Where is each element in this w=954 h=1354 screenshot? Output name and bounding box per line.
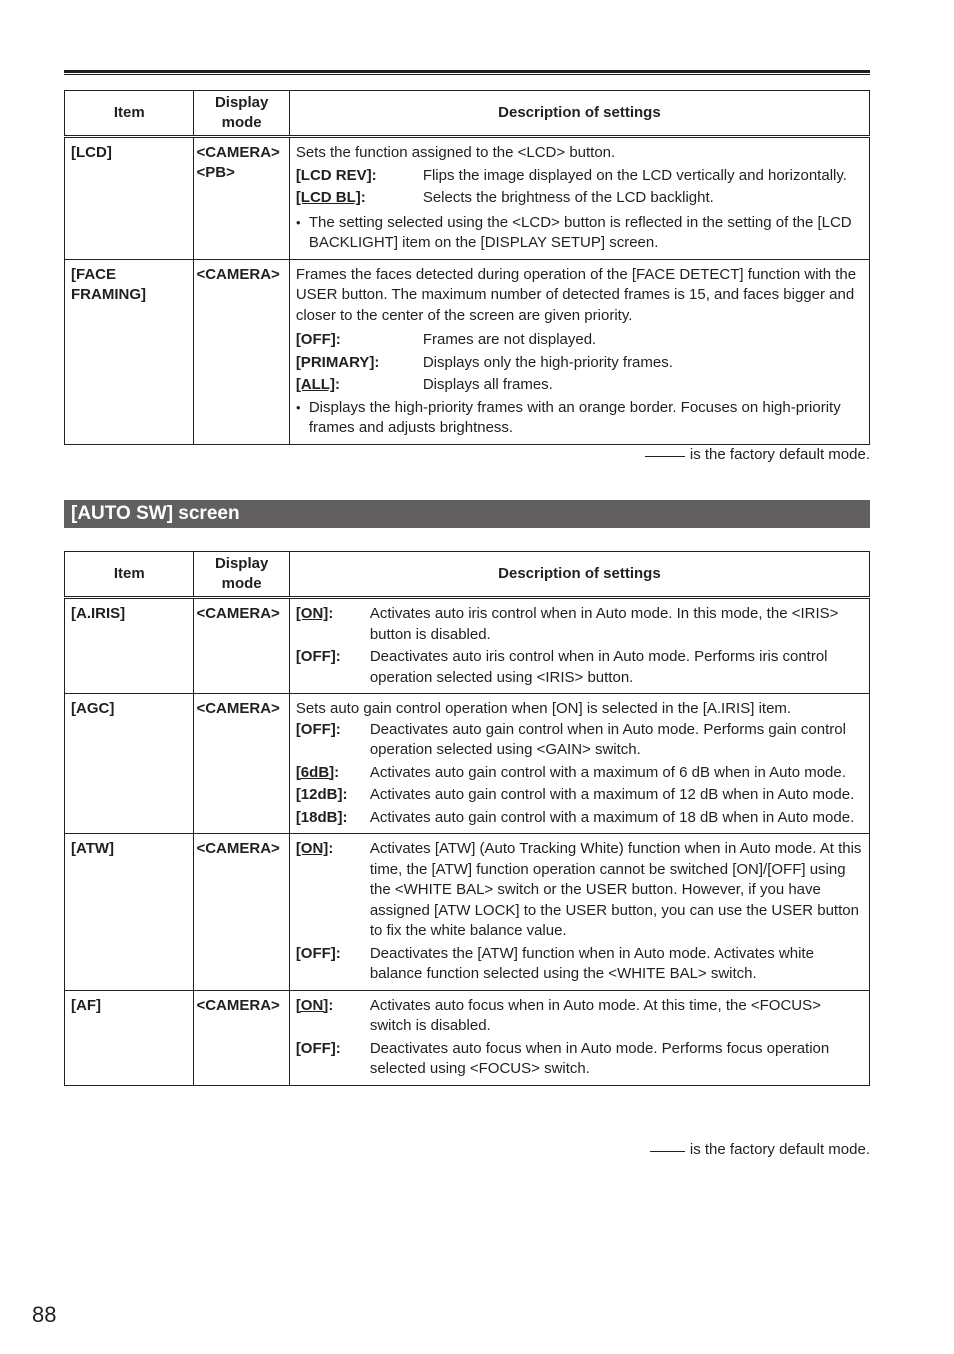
mode-label: <CAMERA> — [196, 265, 280, 283]
underline-sample — [645, 456, 685, 457]
option-key-default: [ON]: — [295, 605, 334, 622]
bullet-note — [296, 213, 863, 254]
option-row — [296, 188, 863, 209]
item-cell: [ATW] — [65, 834, 194, 991]
mode-cell: <CAMERA> — [194, 990, 289, 1085]
option-row — [296, 944, 863, 985]
option-row — [296, 647, 863, 688]
settings-table-auto-sw — [64, 551, 870, 1086]
description-intro: Sets auto gain control operation when [ON] is selected in the [A.IRIS] item. — [295, 700, 792, 717]
table-row-agc — [65, 694, 870, 834]
mode-label: <CAMERA> — [196, 144, 280, 161]
option-text: Activates auto gain control with a maximum of 12 dB when in Auto mode. — [369, 786, 855, 803]
option-key-default: [6dB]: — [295, 763, 340, 781]
option-key: [OFF]: — [295, 1039, 341, 1057]
item-cell: [AGC] — [65, 694, 194, 834]
option-row — [296, 375, 863, 396]
option-key: [18dB]: — [295, 808, 348, 826]
option-row — [296, 839, 863, 942]
description-cell — [289, 259, 869, 444]
option-key: [PRIMARY]: — [295, 353, 380, 371]
option-key: [OFF]: — [295, 331, 341, 348]
option-key: [OFF]: — [295, 648, 341, 665]
option-key: [OFF]: — [295, 944, 341, 962]
underline-sample — [650, 1151, 685, 1152]
option-key: [12dB]: — [295, 786, 348, 803]
option-row — [296, 166, 863, 187]
mode-cell — [194, 137, 289, 260]
item-cell: [AF] — [65, 990, 194, 1085]
option-row — [296, 353, 863, 374]
item-cell: [FACE FRAMING] — [65, 259, 194, 444]
header-description: Description of settings — [289, 91, 869, 137]
table-header-row — [65, 91, 870, 137]
description-intro: Frames the faces detected during operation of the [FACE DETECT] function with the USER button. The maximum number of detected frames is 15, and faces bigger and closer to the center of the screen are given priority. — [295, 265, 857, 324]
description-cell — [289, 598, 869, 694]
option-row — [296, 996, 863, 1037]
option-text: Deactivates auto gain control when in Auto mode. Performs gain control operation selected using <GAIN> switch. — [369, 720, 846, 758]
option-text: Flips the image displayed on the LCD vertically and horizontally. — [422, 166, 847, 184]
option-text: Selects the brightness of the LCD backlight. — [422, 189, 714, 206]
option-row — [296, 720, 863, 761]
table-row-atw — [65, 834, 870, 991]
option-row — [296, 1039, 863, 1080]
bullet-icon: ● — [295, 402, 301, 412]
table-row-lcd — [65, 137, 870, 260]
item-cell: [A.IRIS] — [65, 598, 194, 694]
option-text: Activates [ATW] (Auto Tracking White) function when in Auto mode. At this time, the [ATW] function operation cannot be switched [ON]/[OFF] using the <WHITE BAL> switch or the USER button. However, if you have assigned [ATW LOCK] to the USER button, you can use the USER button to fix the white balance value. — [369, 840, 862, 939]
header-item: Item — [65, 91, 194, 137]
bullet-text: The setting selected using the <LCD> button is reflected in the setting of the [LCD BACKLIGHT] item on the [DISPLAY SETUP] screen. — [308, 213, 852, 251]
mode-cell — [194, 259, 289, 444]
item-cell: [LCD] — [65, 137, 194, 260]
option-row — [296, 763, 863, 784]
option-text: Displays all frames. — [422, 376, 553, 393]
option-row — [296, 604, 863, 645]
option-row — [296, 808, 863, 829]
option-key-default: [ALL]: — [295, 376, 340, 393]
table-header-row — [65, 552, 870, 598]
page-number: 88 — [32, 1302, 57, 1327]
option-row — [296, 330, 863, 351]
mode-cell: <CAMERA> — [194, 834, 289, 991]
option-key-default: [ON]: — [295, 996, 334, 1014]
option-text: Frames are not displayed. — [422, 331, 597, 348]
header-display-mode: Display mode — [194, 91, 289, 137]
factory-default-note: is the factory default mode. — [645, 446, 870, 463]
description-cell — [289, 834, 869, 991]
bullet-text: Displays the high-priority frames with an orange border. Focuses on high-priority frames and adjusts brightness. — [308, 398, 841, 436]
bullet-icon: ● — [295, 217, 301, 227]
description-intro: Sets the function assigned to the <LCD> button. — [295, 144, 616, 161]
option-key-default: [ON]: — [295, 840, 334, 857]
option-key: [LCD REV]: — [295, 166, 377, 184]
option-text: Displays only the high-priority frames. — [422, 353, 673, 371]
header-description: Description of settings — [289, 552, 869, 598]
mode-cell: <CAMERA> — [194, 694, 289, 834]
mode-cell: <CAMERA> — [194, 598, 289, 694]
option-key-default: [LCD BL]: — [295, 189, 366, 206]
description-cell — [289, 694, 869, 834]
header-display-mode: Display mode — [194, 552, 289, 598]
bullet-note — [296, 398, 863, 439]
table-row-face-framing — [65, 259, 870, 444]
section-title: [AUTO SW] screen — [64, 500, 870, 528]
option-key: [OFF]: — [295, 720, 341, 738]
description-cell — [289, 990, 869, 1085]
option-text: Activates auto gain control with a maximum of 6 dB when in Auto mode. — [369, 763, 846, 781]
description-cell — [289, 137, 869, 260]
option-text: Activates auto gain control with a maximum of 18 dB when in Auto mode. — [369, 808, 855, 826]
settings-table-display — [64, 90, 870, 445]
option-text: Deactivates auto iris control when in Auto mode. Performs iris control operation selected using <IRIS> button. — [369, 648, 828, 686]
option-text: Activates auto focus when in Auto mode. At this time, the <FOCUS> switch is disabled. — [369, 996, 821, 1034]
option-text: Deactivates auto focus when in Auto mode. Performs focus operation selected using <FOCUS> switch. — [369, 1039, 830, 1077]
option-text: Activates auto iris control when in Auto mode. In this mode, the <IRIS> button is disabled. — [369, 605, 839, 643]
table-row-a-iris — [65, 598, 870, 694]
option-row — [296, 785, 863, 806]
top-rule — [64, 70, 870, 75]
factory-default-note: is the factory default mode. — [650, 1141, 870, 1158]
option-text: Deactivates the [ATW] function when in Auto mode. Activates white balance function selected using the <WHITE BAL> switch. — [369, 944, 814, 982]
table-row-af — [65, 990, 870, 1085]
mode-label: <PB> — [196, 164, 235, 181]
header-item: Item — [65, 552, 194, 598]
